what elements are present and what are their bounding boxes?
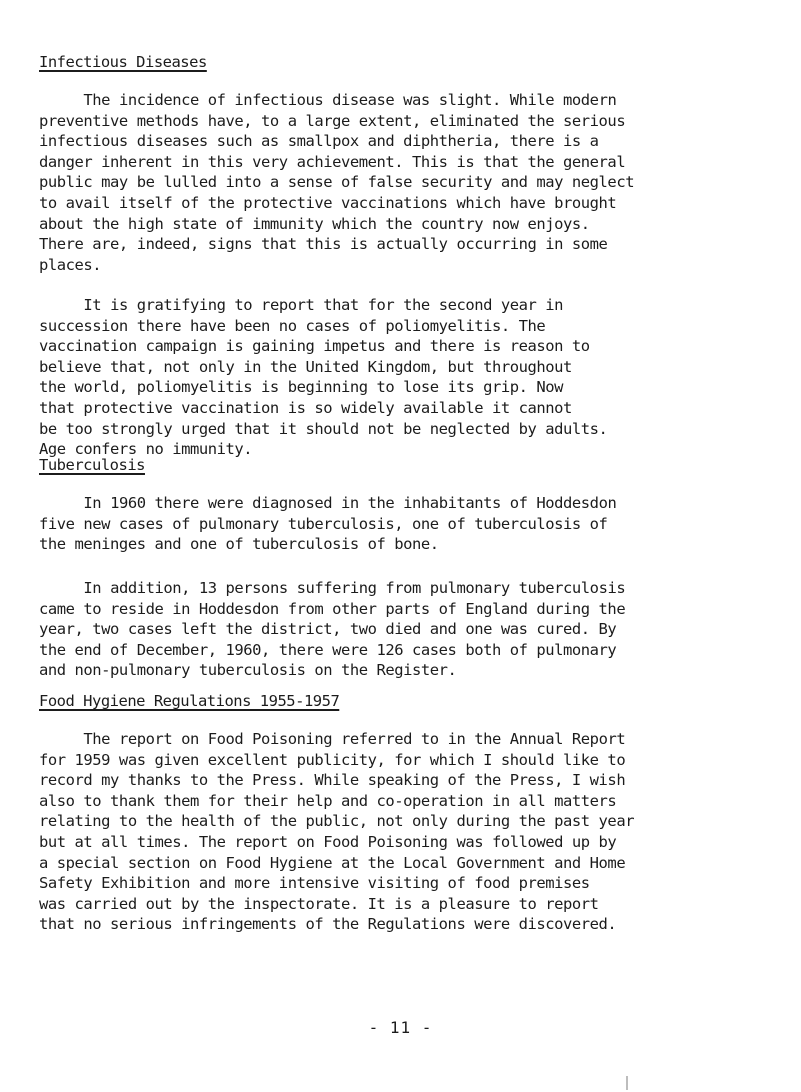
paragraph-food-hygiene: The report on Food Poisoning referred to in the Annual Report for 1959 was given excellent publicity, for which I should like to record my thanks to the Press. While speaking of the Press, I wish also to thank them for their help and co-operation in all matters relating to the health of the public, not only during the past year but at all times. The report on Food Poisoning was followed up by a special section on Food Hygiene at the Local Government and Home Safety Exhibition and more intensive visiting of food premises was carried out by the inspectorate. It is a pleasure to report that no serious infringements of the Regulations were discovered. xyxy=(39,730,635,934)
paragraph-infectious-diseases-1: The incidence of infectious disease was slight. While modern preventive methods have, to a large extent, eliminated the serious infectious diseases such as smallpox and diphtheria, there is a danger inherent in this very achievement. This is that the general public may be lulled into a sense of false security and may neglect to avail itself of the protective vaccinations which have brought about the high state of immunity which the country now enjoys. There are, indeed, signs that this is actually occurring in some places. xyxy=(39,91,635,274)
paragraph-tuberculosis-2: In addition, 13 persons suffering from pulmonary tuberculosis came to reside in Hoddesdon from other parts of England during the year, two cases left the district, two died and one was cured. By the end of December, 1960, there were 126 cases both of pulmonary and non-pulmonary tuberculosis on the Register. xyxy=(39,579,626,680)
paragraph-poliomyelitis: It is gratifying to report that for the second year in succession there have been no cases of poliomyelitis. The vaccination campaign is gaining impetus and there is reason to believe that, not only in the United Kingdom, but throughout the world, poliomyelitis is beginning to lose its grip. Now that protective vaccination is so widely available it cannot be too strongly urged that it should not be neglected by adults. Age confers no immunity. xyxy=(39,296,608,459)
heading-food-hygiene-regulations: Food Hygiene Regulations 1955-1957 xyxy=(39,692,340,710)
paragraph-tuberculosis-1: In 1960 there were diagnosed in the inhabitants of Hoddesdon five new cases of pulmonary tuberculosis, one of tuberculosis of the meninges and one of tuberculosis of bone. xyxy=(39,494,617,554)
heading-tuberculosis: Tuberculosis xyxy=(39,456,145,474)
page-number: - 11 - xyxy=(368,1018,433,1037)
heading-infectious-diseases: Infectious Diseases xyxy=(39,53,207,71)
scan-mark xyxy=(626,1076,628,1090)
